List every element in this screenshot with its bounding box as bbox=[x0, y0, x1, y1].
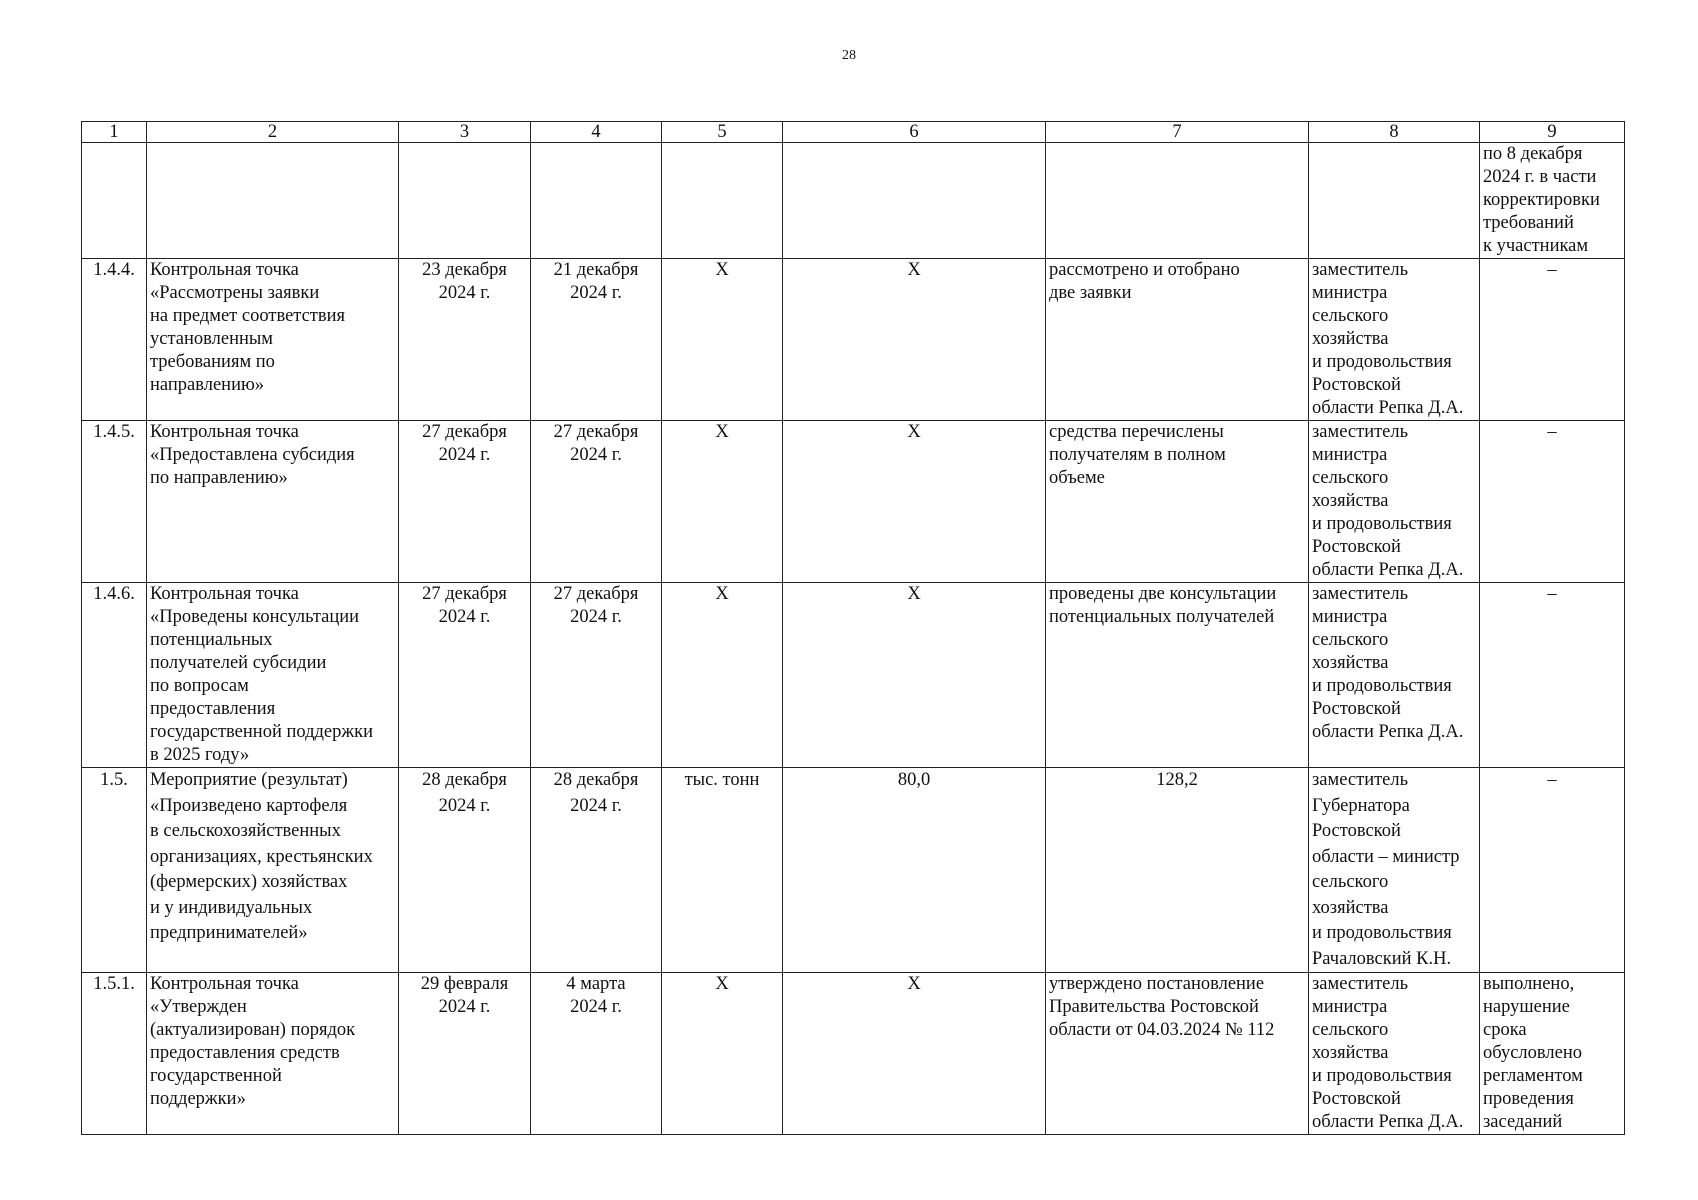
page-number: 28 bbox=[842, 48, 856, 63]
row-name: Мероприятие (результат) «Произведено картофеля в сельскохозяйственных организациях, крестьянских (фермерских) хозяйствах и у индивидуальных предпринимателей» bbox=[147, 768, 399, 973]
header-cell: 2 bbox=[147, 122, 399, 143]
unit bbox=[662, 143, 783, 259]
fact-date bbox=[531, 143, 662, 259]
plan-value: Х bbox=[783, 421, 1046, 583]
responsible bbox=[1309, 143, 1480, 259]
table-row bbox=[82, 973, 1625, 1135]
fact-date: 4 марта 2024 г. bbox=[531, 973, 662, 1135]
result: рассмотрено и отобрано две заявки bbox=[1046, 259, 1309, 421]
header-cell: 4 bbox=[531, 122, 662, 143]
header-cell: 3 bbox=[399, 122, 531, 143]
row-name bbox=[147, 143, 399, 259]
responsible: заместитель министра сельского хозяйства и продовольствия Ростовской области Репка Д.А. bbox=[1309, 973, 1480, 1135]
unit: Х bbox=[662, 259, 783, 421]
row-name: Контрольная точка «Проведены консультации потенциальных получателей субсидии по вопросам предоставления государственной поддержки в 2025 году» bbox=[147, 583, 399, 768]
header-cell: 8 bbox=[1309, 122, 1480, 143]
plan-value: Х bbox=[783, 973, 1046, 1135]
responsible: заместитель Губернатора Ростовской области – министр сельского хозяйства и продовольствия Рачаловский К.Н. bbox=[1309, 768, 1480, 973]
result: 128,2 bbox=[1046, 768, 1309, 973]
note: – bbox=[1480, 421, 1625, 583]
header-cell: 6 bbox=[783, 122, 1046, 143]
table-row bbox=[82, 583, 1625, 768]
row-number bbox=[82, 143, 147, 259]
row-name: Контрольная точка «Предоставлена субсидия по направлению» bbox=[147, 421, 399, 583]
note: – bbox=[1480, 259, 1625, 421]
responsible: заместитель министра сельского хозяйства и продовольствия Ростовской области Репка Д.А. bbox=[1309, 421, 1480, 583]
header-cell: 5 bbox=[662, 122, 783, 143]
fact-date: 27 декабря 2024 г. bbox=[531, 583, 662, 768]
plan-date: 28 декабря 2024 г. bbox=[399, 768, 531, 973]
result: проведены две консультации потенциальных получателей bbox=[1046, 583, 1309, 768]
table-row bbox=[82, 143, 1625, 259]
plan-date: 29 февраля 2024 г. bbox=[399, 973, 531, 1135]
header-row bbox=[82, 122, 1625, 143]
result bbox=[1046, 143, 1309, 259]
header-cell: 9 bbox=[1480, 122, 1625, 143]
fact-date: 28 декабря 2024 г. bbox=[531, 768, 662, 973]
plan-date: 23 декабря 2024 г. bbox=[399, 259, 531, 421]
plan-date: 27 декабря 2024 г. bbox=[399, 421, 531, 583]
row-name: Контрольная точка «Утвержден (актуализирован) порядок предоставления средств государственной поддержки» bbox=[147, 973, 399, 1135]
report-table bbox=[81, 121, 1625, 1135]
plan-date bbox=[399, 143, 531, 259]
plan-value: Х bbox=[783, 259, 1046, 421]
table-row bbox=[82, 421, 1625, 583]
unit: Х bbox=[662, 583, 783, 768]
row-number: 1.4.6. bbox=[82, 583, 147, 768]
result: утверждено постановление Правительства Ростовской области от 04.03.2024 № 112 bbox=[1046, 973, 1309, 1135]
plan-value bbox=[783, 143, 1046, 259]
header-cell: 7 bbox=[1046, 122, 1309, 143]
header-cell: 1 bbox=[82, 122, 147, 143]
table-row bbox=[82, 768, 1625, 973]
row-number: 1.5. bbox=[82, 768, 147, 973]
row-number: 1.5.1. bbox=[82, 973, 147, 1135]
note: выполнено, нарушение срока обусловлено регламентом проведения заседаний bbox=[1480, 973, 1625, 1135]
responsible: заместитель министра сельского хозяйства и продовольствия Ростовской области Репка Д.А. bbox=[1309, 583, 1480, 768]
result: средства перечислены получателям в полном объеме bbox=[1046, 421, 1309, 583]
row-number: 1.4.5. bbox=[82, 421, 147, 583]
responsible: заместитель министра сельского хозяйства и продовольствия Ростовской области Репка Д.А. bbox=[1309, 259, 1480, 421]
table-row bbox=[82, 259, 1625, 421]
plan-value: Х bbox=[783, 583, 1046, 768]
plan-value: 80,0 bbox=[783, 768, 1046, 973]
unit: тыс. тонн bbox=[662, 768, 783, 973]
unit: Х bbox=[662, 973, 783, 1135]
note: – bbox=[1480, 768, 1625, 973]
note: по 8 декабря 2024 г. в части корректировки требований к участникам bbox=[1480, 143, 1625, 259]
fact-date: 21 декабря 2024 г. bbox=[531, 259, 662, 421]
note: – bbox=[1480, 583, 1625, 768]
plan-date: 27 декабря 2024 г. bbox=[399, 583, 531, 768]
fact-date: 27 декабря 2024 г. bbox=[531, 421, 662, 583]
unit: Х bbox=[662, 421, 783, 583]
row-name: Контрольная точка «Рассмотрены заявки на предмет соответствия установленным требованиям по направлению» bbox=[147, 259, 399, 421]
row-number: 1.4.4. bbox=[82, 259, 147, 421]
